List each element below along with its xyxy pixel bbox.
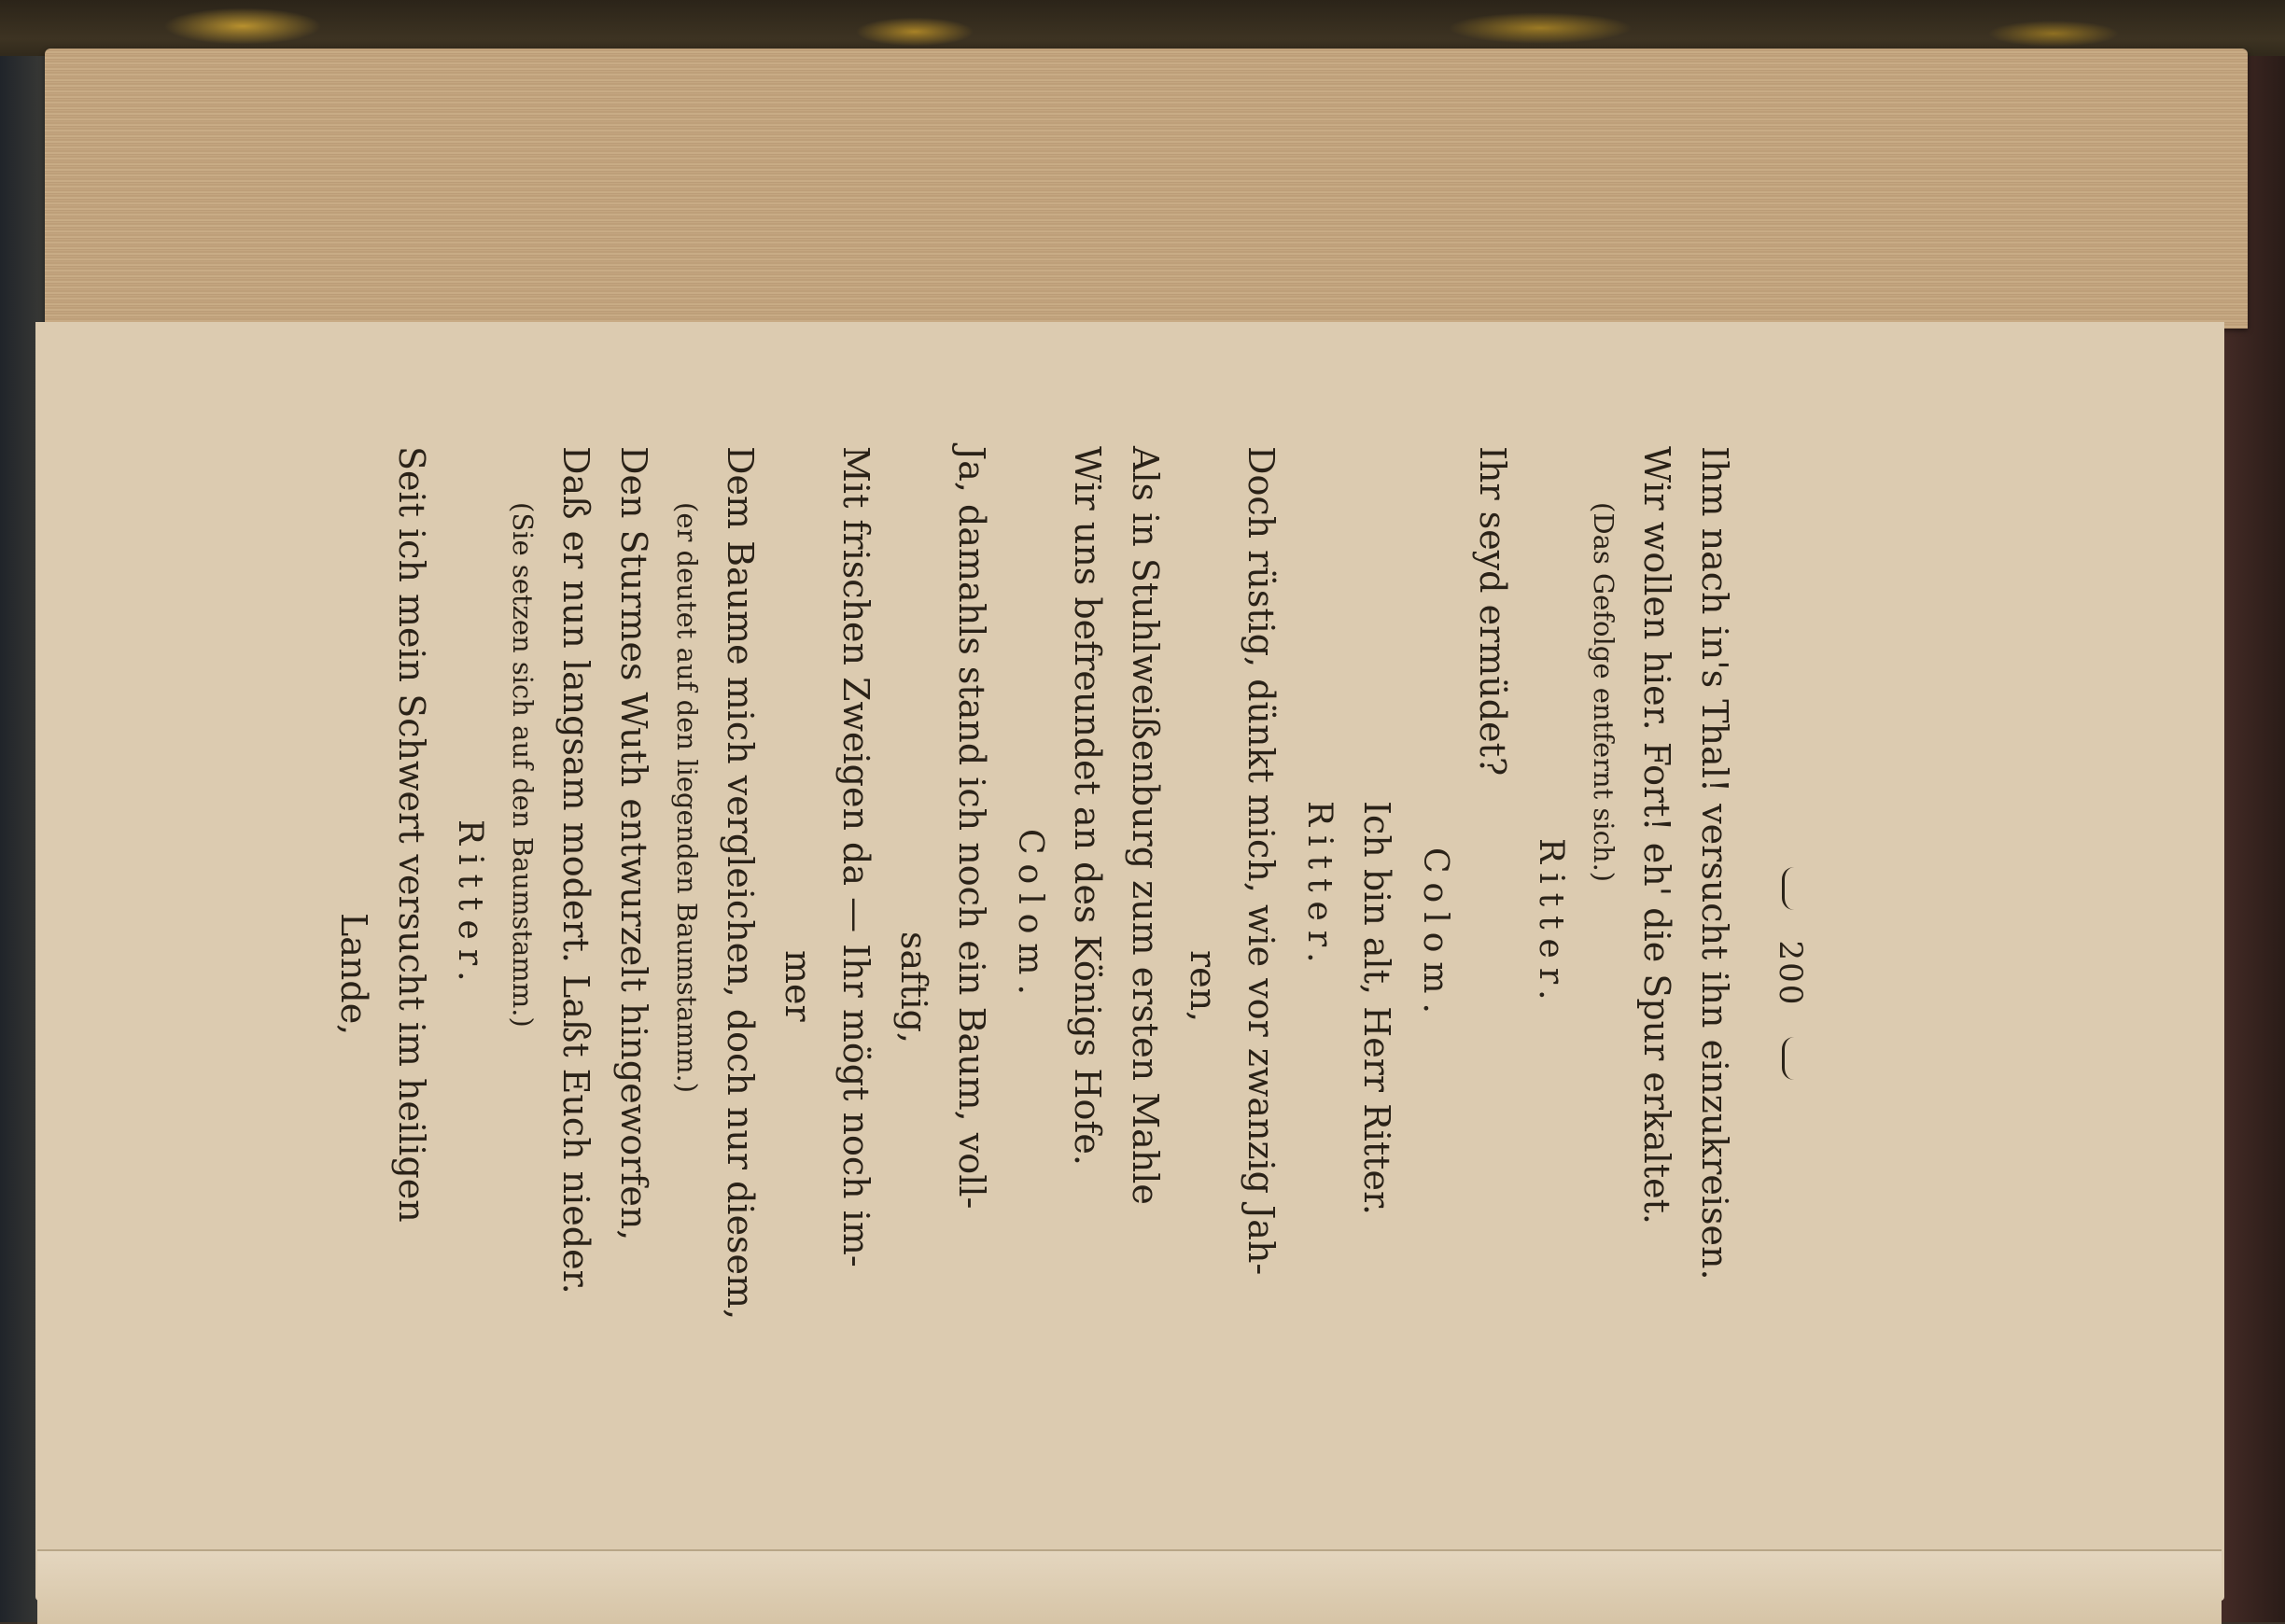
verse-line: Ich bin alt, Herr Ritter. [1356,801,1397,1216]
facing-page-edge [37,1549,2222,1624]
verse-line: Den Sturmes Wuth entwurzelt hingeworfen, [613,446,654,1241]
verse-line: Dem Baume mich vergleichen, doch nur diesem, [720,446,761,1321]
verse-line: Lande, [333,913,374,1036]
verse-line: Doch rüstig, dünkt mich, wie vor zwanzig Jah- [1241,446,1282,1276]
stage-direction: (Sie setzen sich auf den Baumstamm.) [507,502,539,1028]
text-lines [325,446,1744,1501]
page-text-block [333,446,1809,1501]
ornament-right [1783,1037,1795,1080]
verse-line: ren, [1183,950,1224,1023]
verse-line: Wir wollen hier. Fort! eh' die Spur erkaltet. [1636,446,1677,1225]
verse-line: saftig, [893,931,934,1044]
speaker-name: Colom. [1416,847,1454,1023]
speaker-name: Colom. [1011,829,1049,1004]
speaker-name: Ritter. [1532,838,1570,1010]
verse-line: Ja, damahls stand ich noch ein Baum, voll- [951,446,992,1210]
ornament-left [1783,867,1795,910]
verse-line: Ihm nach in's Thal! versucht ihn einzukreisen. [1694,446,1735,1281]
page-header [1753,446,1809,1501]
verse-line: Mit frischen Zweigen da — Ihr mögt noch im- [835,446,876,1267]
page-block-edges [45,49,2248,329]
speaker-name: Ritter. [1300,801,1339,973]
verse-line: Seit ich mein Schwert versucht im heiligen [391,446,432,1223]
verse-line: Wir uns befreundet an des Königs Hofe. [1067,446,1108,1166]
verse-line: mer [778,950,819,1022]
stage-direction: (er deutet auf den liegenden Baumstamm.) [671,502,703,1094]
verse-line: Als in Stuhlweißenburg zum ersten Mahle [1125,446,1166,1205]
verse-line: Daß er nun langsam modert. Laßt Euch nieder. [555,446,596,1295]
page-number: 200 [1772,940,1809,1007]
stage-direction: (Das Gefolge entfernt sich.) [1588,502,1619,883]
verse-line: Ihr seyd ermüdet? [1472,446,1513,777]
speaker-name: Ritter. [451,819,489,991]
